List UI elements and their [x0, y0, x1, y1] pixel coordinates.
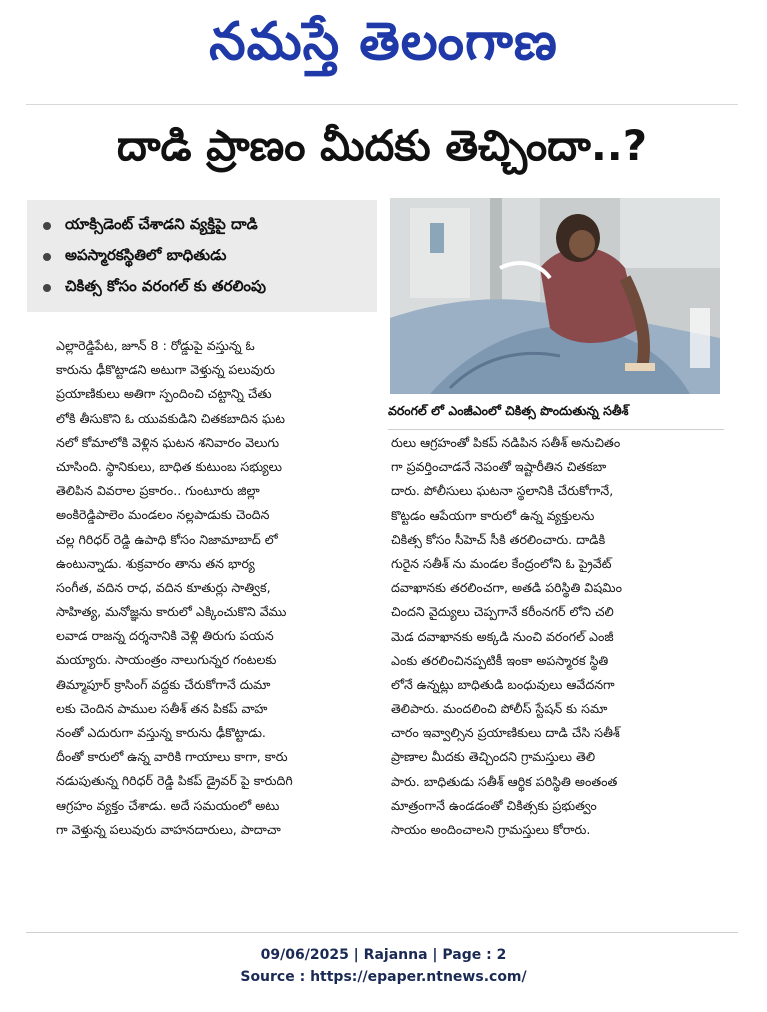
article-line: అంకిరెడ్డిపాలెం మండలం నల్లపాడుకు చెందిన [56, 507, 270, 523]
article-column-left [56, 334, 376, 842]
article-line: గా ప్రవర్తించాడనే నెపంతో ఇష్టారీతిన చితకబా [391, 459, 607, 475]
article-line: నంతో ఎదురుగా వస్తున్న కారును ఢీకొట్టాడు. [56, 725, 266, 740]
highlight-item [35, 210, 369, 241]
masthead-logo-text: నమస్తే తెలంగాణ [209, 12, 558, 72]
article-line: తిమ్మాపూర్ క్రాసింగ్ వద్దకు చేరుకోగానే దుమా [56, 676, 271, 692]
highlight-text: అపస్మారకస్థితిలో బాధితుడు [65, 245, 227, 264]
article-line: చారం ఇవ్వాల్సిన ప్రయాణికులు దాడి చేసి సతీశ్ [391, 725, 620, 741]
article-line: మెడ దవాఖానకు అక్కడి నుంచి వరంగల్ ఎంజీ [391, 628, 614, 644]
article-line: నడుపుతున్న గిరిధర్ రెడ్డి పికప్ డ్రైవర్ పై కారుదిగి [56, 773, 293, 789]
article-line: తెలిపిన వివరాల ప్రకారం.. గుంటూరు జిల్లా [56, 483, 260, 499]
article-line: మయ్యారు. సాయంత్రం నాలుగున్నర గంటలకు [56, 652, 277, 668]
photo-caption: వరంగల్ లో ఎంజీఎంలో చికిత్స పొందుతున్న సతీశ్ [388, 403, 724, 430]
article-line: తెలిపారు. మందలించి పోలీస్ స్టేషన్ కు సమా [391, 701, 608, 717]
article-column-right [391, 431, 721, 842]
article-line: ఎల్లారెడ్డిపేట, జూన్ 8 : రోడ్డుపై వస్తున్న ఓ [56, 338, 255, 353]
highlight-item [35, 272, 369, 303]
article-line: సాయం అందించాలని గ్రామస్తులు కోరారు. [391, 822, 591, 837]
article-headline [26, 108, 738, 184]
article-line: లకు చెందిన పాముల సతీశ్ తన పికప్ వాహ [56, 700, 268, 716]
bullet-dot-icon [43, 253, 51, 261]
source-link[interactable]: Source : https://epaper.ntnews.com/ [240, 969, 527, 985]
article-line: రులు ఆగ్రహంతో పికప్ నడిపిన సతీశ్ అనుచితం [391, 435, 621, 450]
article-line: ప్రయాణికులు అతిగా స్పందించి చట్టాన్ని చేతు [56, 386, 272, 402]
article-line: ఎంకు తరలించినప్పటికీ ఇంకా అపస్మారక స్థితి [391, 652, 609, 668]
bullet-dot-icon [43, 222, 51, 230]
article-line: సాహిత్య, మనోజ్ఞను కారులో ఎక్కించుకొని వేము [56, 604, 287, 620]
article-line: లవాడ రాజన్న దర్శనానికి వెళ్లి తిరుగు పయన [56, 628, 274, 644]
article-line: చిందని వైద్యులు చెప్పగానే కరీంనగర్ లోని చలి [391, 604, 614, 620]
article-line: లోనే ఉన్నట్లు బాధితుడి బంధువులు ఆవేదనగా [391, 676, 615, 692]
article-line: నలో కోమాలోకి వెళ్లిన ఘటన శనివారం వెలుగు [56, 434, 280, 450]
article-line: గురైన సతీశ్ ను మండల కేంద్రంలోని ఓ ప్రైవేట్ [391, 555, 612, 571]
highlight-text: యాక్సిడెంట్ చేశాడని వ్యక్తిపై దాడి [65, 214, 258, 233]
highlights-box [27, 200, 377, 312]
article-line: ఆగ్రహం వ్యక్తం చేశాడు. అదే సమయంలో అటు [56, 797, 280, 813]
hospital-photo-illustration [390, 198, 720, 394]
article-line: కొట్టడం ఆపేయగా కారులో ఉన్న వ్యక్తులను [391, 507, 595, 523]
article-line: గా వెళ్తున్న పలువురు వాహనదారులు, పాదాచా [56, 821, 281, 837]
clipping-footer [0, 944, 767, 988]
article-line: దవాఖానకు తరలించగా, అతడి పరిస్థితి విషమిం [391, 580, 622, 596]
article-line: చల్ల గిరిధర్ రెడ్డి ఉపాధి కోసం నిజామాబాద్ లో [56, 531, 278, 547]
masthead [0, 2, 767, 82]
clipping-bottom-border [26, 932, 738, 933]
article-line: ఉంటున్నాడు. శుక్రవారం తాను తన భార్య [56, 555, 255, 571]
article-line: చూసింది. స్థానికులు, బాధిత కుటుంబ సభ్యులు [56, 458, 282, 474]
edition-info: 09/06/2025 | Rajanna | Page : 2 [260, 947, 507, 963]
article-line: కారును ఢీకొట్టాడని అటుగా వెళ్తున్న పలువురు [56, 362, 275, 378]
article-line: సంగీత, వదిన రాధ, వదిన కూతుర్లు సాత్విక, [56, 579, 271, 595]
patient-photo [390, 198, 720, 394]
highlight-item [35, 241, 369, 272]
article-line: లోకి తీసుకొని ఓ యువకుడిని చితకబాదిన ఘట [56, 410, 286, 426]
bullet-dot-icon [43, 284, 51, 292]
highlight-text: చికిత్స కోసం వరంగల్ కు తరలింపు [65, 276, 266, 295]
headline-text: దాడి ప్రాణం మీదకు తెచ్చిందా..? [116, 121, 648, 170]
article-line: చికిత్స కోసం సీహెచ్ సీకి తరలించారు. దాడికి [391, 531, 606, 547]
article-line: మాత్రంగానే ఉండడంతో చికిత్సకు ప్రభుత్వం [391, 797, 597, 813]
article-line: ప్రాణాల మీదకు తెచ్చిందని గ్రామస్తులు తెలి [391, 749, 596, 765]
article-line: దీంతో కారులో ఉన్న వారికి గాయాలు కాగా, కారు [56, 749, 288, 765]
article-line: దారు. పోలీసులు ఘటనా స్థలానికి చేరుకోగానే, [391, 483, 614, 499]
article-line: పారు. బాధితుడు సతీశ్ ఆర్థిక పరిస్థితి అంతంత [391, 773, 618, 789]
clipping-top-border [26, 104, 738, 105]
